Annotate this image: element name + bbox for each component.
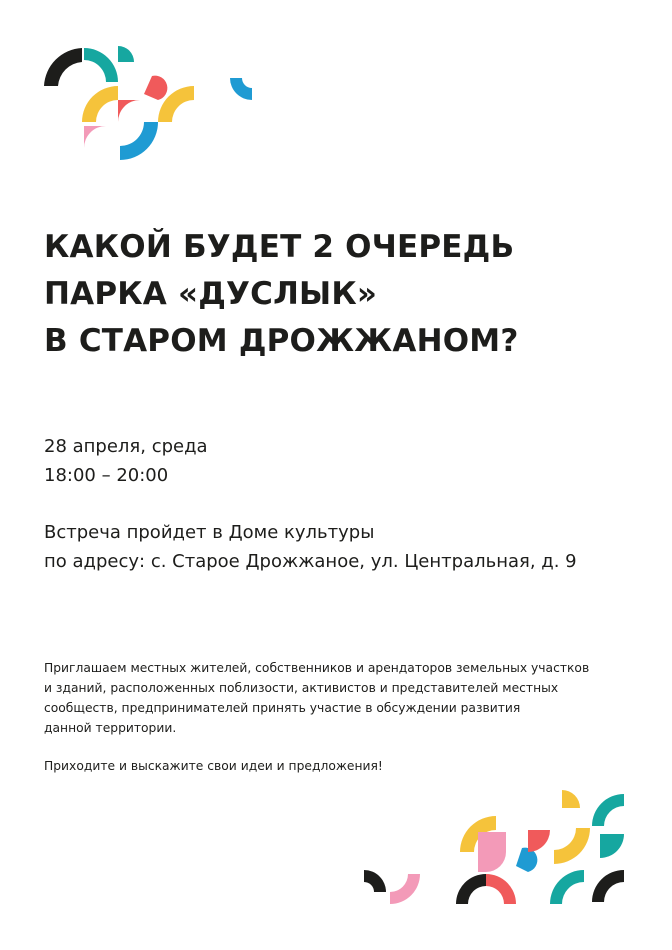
shape-black-quarter-right (592, 870, 624, 902)
title-line-2: ПАРКА «ДУСЛЫК» (44, 276, 378, 312)
shape-blue-arc (120, 122, 158, 160)
shape-yellow-arc-left (82, 86, 118, 122)
event-time: 18:00 – 20:00 (44, 465, 169, 486)
invitation-line-4: данной территории. (44, 721, 177, 735)
bottom-decorative-logo (360, 786, 632, 912)
invitation-line-3: сообществ, предпринимателей принять участие в обсуждении развития (44, 701, 521, 715)
shape-red-quarter-small (528, 830, 550, 852)
call-to-action: Приходите и выскажите свои идеи и предложения! (44, 759, 383, 773)
shape-teal-arc-right (592, 794, 624, 826)
event-venue (44, 518, 577, 576)
shape-teal-arc (84, 48, 118, 82)
venue-line-1: Встреча пройдет в Доме культуры (44, 522, 375, 543)
shape-teal-wedge (600, 834, 624, 858)
event-date: 28 апреля, среда (44, 436, 208, 457)
title-line-3: В СТАРОМ ДРОЖЖАНОМ? (44, 323, 519, 359)
shape-pink-arc-small (390, 874, 420, 904)
invitation-line-2: и зданий, расположенных поблизости, активистов и представителей местных (44, 681, 559, 695)
invitation-line-1: Приглашаем местных жителей, собственников и арендаторов земельных участков (44, 661, 590, 675)
shape-black-arc-small (364, 870, 386, 892)
title-line-1: КАКОЙ БУДЕТ 2 ОЧЕРЕДЬ (44, 229, 515, 265)
shape-red-arc (486, 874, 516, 904)
top-decorative-logo (40, 42, 260, 164)
shape-yellow-arc-mid (554, 828, 590, 864)
shape-black-arc (44, 48, 82, 86)
shape-blue-small (230, 78, 252, 100)
shape-yellow-quarter (562, 790, 580, 808)
invitation-paragraph (44, 658, 644, 738)
shape-pink-quarter (84, 126, 106, 148)
event-title (44, 224, 644, 365)
shape-red-quarter (118, 100, 140, 122)
shape-blue-petal (516, 848, 537, 872)
shape-pink-block (478, 832, 506, 872)
event-datetime (44, 432, 208, 490)
shape-teal-semicircle (118, 46, 134, 62)
shape-red-petal (144, 76, 167, 100)
shape-teal-arc-bottom (550, 870, 584, 904)
venue-line-2: по адресу: с. Старое Дрожжаное, ул. Центральная, д. 9 (44, 551, 577, 572)
shape-black-arc-bottom (456, 874, 486, 904)
